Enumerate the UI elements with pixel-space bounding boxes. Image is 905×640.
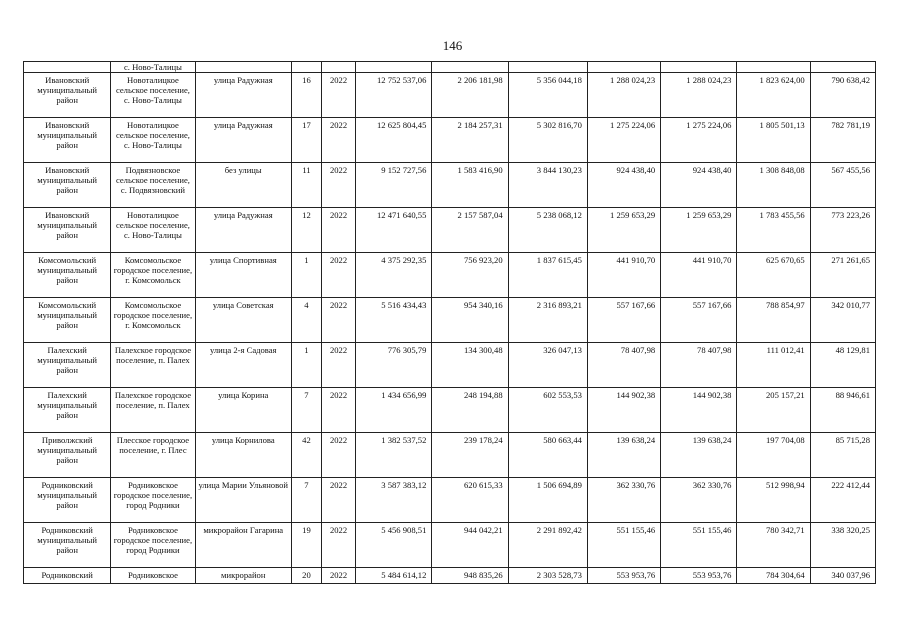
cell-year: 2022 [322,163,356,208]
cell-settlement: Родниковское городское поселение, город Родники [111,478,195,523]
cell-house: 11 [291,163,321,208]
cell-amount-3: 924 438,40 [587,163,660,208]
cell-amount-2: 326 047,13 [508,343,587,388]
cell-amount-4 [661,62,737,73]
cell-amount-2: 5 238 068,12 [508,208,587,253]
cell-house: 1 [291,343,321,388]
cell-street: улица Радужная [195,73,291,118]
cell-amount-2: 1 506 694,89 [508,478,587,523]
cell-total-cost: 9 152 727,56 [356,163,432,208]
cell-amount-3: 144 902,38 [587,388,660,433]
cell-amount-6: 271 261,65 [810,253,875,298]
cell-amount-4: 362 330,76 [661,478,737,523]
cell-settlement: Подвязновское сельское поселение, с. Подвязновский [111,163,195,208]
cell-year: 2022 [322,73,356,118]
cell-settlement: с. Ново-Талицы [111,62,195,73]
cell-amount-2: 3 844 130,23 [508,163,587,208]
cell-settlement: Палехское городское поселение, п. Палех [111,388,195,433]
cell-amount-4: 441 910,70 [661,253,737,298]
cell-amount-1 [432,62,508,73]
cell-house: 7 [291,478,321,523]
cell-year: 2022 [322,208,356,253]
cell-municipality: Приволжский муниципальный район [24,433,111,478]
cell-municipality: Палехский муниципальный район [24,388,111,433]
cell-total-cost: 3 587 383,12 [356,478,432,523]
cell-amount-3: 78 407,98 [587,343,660,388]
cell-year: 2022 [322,568,356,584]
cell-amount-6: 88 946,61 [810,388,875,433]
cell-house: 1 [291,253,321,298]
cell-amount-3: 362 330,76 [587,478,660,523]
table-row [24,568,876,584]
cell-street: улица Марии Ульяновой [195,478,291,523]
cell-year: 2022 [322,298,356,343]
cell-amount-5: 780 342,71 [737,523,810,568]
cell-amount-4: 1 259 653,29 [661,208,737,253]
cell-house: 19 [291,523,321,568]
cell-amount-4: 1 275 224,06 [661,118,737,163]
cell-house: 12 [291,208,321,253]
cell-amount-2: 2 291 892,42 [508,523,587,568]
cell-amount-6 [810,62,875,73]
cell-amount-6: 48 129,81 [810,343,875,388]
cell-house [291,62,321,73]
cell-amount-3: 1 275 224,06 [587,118,660,163]
cell-amount-1: 620 615,33 [432,478,508,523]
cell-amount-2: 1 837 615,45 [508,253,587,298]
cell-year: 2022 [322,253,356,298]
cell-amount-1: 2 157 587,04 [432,208,508,253]
cell-street: улица Спортивная [195,253,291,298]
cell-total-cost: 5 484 614,12 [356,568,432,584]
cell-municipality: Комсомольский муниципальный район [24,298,111,343]
cell-street: улица Радужная [195,118,291,163]
cell-amount-3: 1 259 653,29 [587,208,660,253]
cell-amount-2: 602 553,53 [508,388,587,433]
cell-amount-1: 954 340,16 [432,298,508,343]
cell-street: улица Радужная [195,208,291,253]
cell-total-cost: 776 305,79 [356,343,432,388]
cell-amount-1: 756 923,20 [432,253,508,298]
cell-settlement: Родниковское городское поселение, город Родники [111,523,195,568]
cell-municipality: Родниковский муниципальный район [24,478,111,523]
cell-year: 2022 [322,388,356,433]
cell-total-cost: 4 375 292,35 [356,253,432,298]
cell-municipality: Ивановский муниципальный район [24,73,111,118]
table-body [24,62,876,584]
cell-municipality: Родниковский муниципальный район [24,523,111,568]
cell-amount-5: 784 304,64 [737,568,810,584]
cell-total-cost: 5 456 908,51 [356,523,432,568]
cell-house: 17 [291,118,321,163]
cell-amount-1: 948 835,26 [432,568,508,584]
cell-settlement: Палехское городское поселение, п. Палех [111,343,195,388]
cell-total-cost: 12 625 804,45 [356,118,432,163]
cell-settlement: Комсомольское городское поселение, г. Комсомольск [111,298,195,343]
cell-total-cost [356,62,432,73]
cell-total-cost: 12 471 640,55 [356,208,432,253]
cell-amount-1: 944 042,21 [432,523,508,568]
cell-amount-5: 197 704,08 [737,433,810,478]
cell-year: 2022 [322,478,356,523]
cell-amount-4: 557 167,66 [661,298,737,343]
table-row [24,73,876,118]
cell-amount-3: 553 953,76 [587,568,660,584]
cell-amount-4: 139 638,24 [661,433,737,478]
cell-amount-3: 441 910,70 [587,253,660,298]
cell-street [195,62,291,73]
table-row [24,478,876,523]
cell-amount-4: 551 155,46 [661,523,737,568]
cell-year [322,62,356,73]
cell-amount-1: 1 583 416,90 [432,163,508,208]
table-row [24,118,876,163]
table-row [24,208,876,253]
table-row [24,253,876,298]
cell-amount-2: 2 303 528,73 [508,568,587,584]
cell-municipality [24,62,111,73]
cell-amount-5: 788 854,97 [737,298,810,343]
cell-amount-5: 1 805 501,13 [737,118,810,163]
cell-house: 42 [291,433,321,478]
cell-amount-3 [587,62,660,73]
cell-municipality: Палехский муниципальный район [24,343,111,388]
cell-amount-3: 557 167,66 [587,298,660,343]
cell-amount-5: 1 783 455,56 [737,208,810,253]
cell-year: 2022 [322,343,356,388]
cell-amount-4: 924 438,40 [661,163,737,208]
cell-settlement: Комсомольское городское поселение, г. Комсомольск [111,253,195,298]
cell-house: 20 [291,568,321,584]
table-row [24,433,876,478]
cell-street: микрорайон [195,568,291,584]
cell-amount-4: 1 288 024,23 [661,73,737,118]
cell-municipality: Ивановский муниципальный район [24,118,111,163]
cell-street: микрорайон Гагарина [195,523,291,568]
cell-settlement: Родниковское [111,568,195,584]
cell-municipality: Родниковский [24,568,111,584]
table-row [24,163,876,208]
cell-settlement: Новоталицкое сельское поселение, с. Ново-Талицы [111,118,195,163]
cell-amount-2: 2 316 893,21 [508,298,587,343]
cell-amount-2: 5 302 816,70 [508,118,587,163]
cell-amount-2 [508,62,587,73]
cell-amount-4: 78 407,98 [661,343,737,388]
cell-amount-5 [737,62,810,73]
cell-amount-4: 553 953,76 [661,568,737,584]
cell-total-cost: 1 382 537,52 [356,433,432,478]
cell-amount-2: 580 663,44 [508,433,587,478]
cell-amount-6: 85 715,28 [810,433,875,478]
table-row [24,523,876,568]
cell-amount-5: 1 823 624,00 [737,73,810,118]
cell-amount-6: 567 455,56 [810,163,875,208]
cell-municipality: Ивановский муниципальный район [24,208,111,253]
cell-street: улица 2-я Садовая [195,343,291,388]
cell-amount-6: 222 412,44 [810,478,875,523]
cell-amount-5: 111 012,41 [737,343,810,388]
cell-settlement: Новоталицкое сельское поселение, с. Ново-Талицы [111,208,195,253]
cell-municipality: Комсомольский муниципальный район [24,253,111,298]
page-number: 146 [442,38,463,53]
cell-amount-5: 512 998,94 [737,478,810,523]
table-row [24,388,876,433]
cell-amount-6: 773 223,26 [810,208,875,253]
cell-street: улица Советская [195,298,291,343]
cell-amount-4: 144 902,38 [661,388,737,433]
cell-street: улица Корнилова [195,433,291,478]
cell-year: 2022 [322,118,356,163]
cell-total-cost: 1 434 656,99 [356,388,432,433]
table-row [24,298,876,343]
cell-municipality: Ивановский муниципальный район [24,163,111,208]
cell-settlement: Новоталицкое сельское поселение, с. Ново-Талицы [111,73,195,118]
cell-amount-6: 340 037,96 [810,568,875,584]
cell-amount-1: 239 178,24 [432,433,508,478]
cell-amount-5: 1 308 848,08 [737,163,810,208]
cell-house: 7 [291,388,321,433]
cell-amount-6: 782 781,19 [810,118,875,163]
cell-year: 2022 [322,433,356,478]
cell-amount-6: 790 638,42 [810,73,875,118]
housing-program-table [23,61,876,584]
table-row [24,343,876,388]
cell-amount-5: 625 670,65 [737,253,810,298]
cell-amount-3: 139 638,24 [587,433,660,478]
cell-amount-5: 205 157,21 [737,388,810,433]
cell-amount-1: 134 300,48 [432,343,508,388]
cell-amount-1: 2 206 181,98 [432,73,508,118]
cell-amount-2: 5 356 044,18 [508,73,587,118]
cell-settlement: Плесское городское поселение, г. Плес [111,433,195,478]
cell-house: 16 [291,73,321,118]
continuation-row [24,62,876,73]
cell-street: без улицы [195,163,291,208]
cell-total-cost: 12 752 537,06 [356,73,432,118]
cell-street: улица Корина [195,388,291,433]
cell-amount-3: 1 288 024,23 [587,73,660,118]
cell-amount-1: 248 194,88 [432,388,508,433]
cell-amount-6: 342 010,77 [810,298,875,343]
cell-year: 2022 [322,523,356,568]
cell-total-cost: 5 516 434,43 [356,298,432,343]
cell-amount-3: 551 155,46 [587,523,660,568]
cell-amount-1: 2 184 257,31 [432,118,508,163]
cell-house: 4 [291,298,321,343]
cell-amount-6: 338 320,25 [810,523,875,568]
